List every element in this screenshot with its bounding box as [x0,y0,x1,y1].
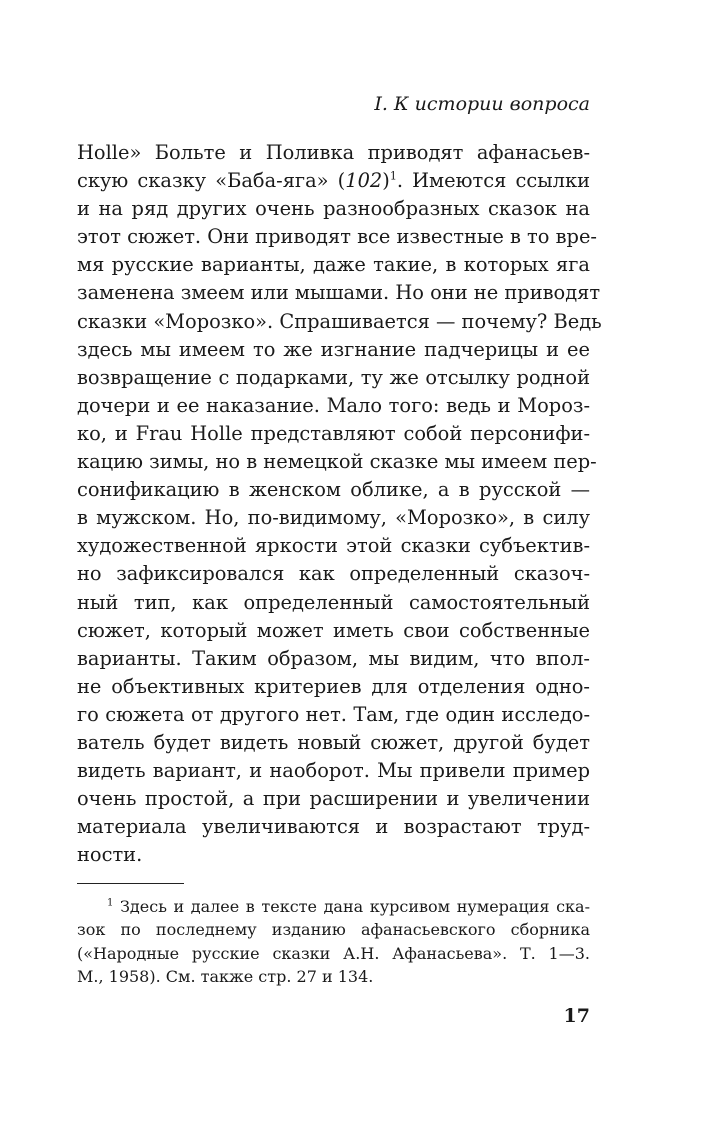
text-line: сонификацию в женском облике, а в русской — [77,478,590,502]
footnote-reference[interactable]: 1 [389,169,397,183]
text-line: кацию зимы, но в немецкой сказке мы имеем пер- [77,450,597,474]
text-line: но зафиксировался как определенный сказоч- [77,562,590,586]
text-fragment: . Имеются ссылки [396,169,590,193]
text-line: ватель будет видеть новый сюжет, другой будет [77,730,590,754]
text-line: ности. [77,843,143,867]
text-fragment: ) [382,169,390,193]
page-number: 17 [563,1005,590,1027]
footnote-line [77,895,590,918]
footnote-divider [77,883,184,884]
text-line: видеть вариант, и наоборот. Мы привели пример [77,759,590,783]
text-line: возвращение с подарками, ту же отсылку родной [77,365,590,389]
text-line: очень простой, а при расширении и увеличении [77,787,590,811]
text-line: художественной яркости этой сказки субъектив- [77,534,590,558]
text-line: ко, и Frau Holle представляют собой персонифи- [77,421,590,445]
footnote-text: Здесь и далее в тексте дана курсивом нумерация ска- [113,897,590,916]
main-text-block [77,139,602,869]
text-line: сказки «Морозко». Спрашивается — почему? Ведь [77,309,602,333]
text-line: и на ряд других очень разнообразных сказок на [77,197,590,221]
text-line: сюжет, который может иметь свои собственные [77,618,590,642]
footnote [77,895,590,988]
text-fragment: скую сказку «Баба-яга» ( [77,169,346,193]
running-head: I. К истории вопроса [374,93,590,115]
text-line: заменена змеем или мышами. Но они не приводят [77,281,601,305]
text-line [77,167,590,195]
footnote-line: («Народные русские сказки А.Н. Афанасьева». Т. 1—3. [77,943,590,963]
text-line: в мужском. Но, по-видимому, «Морозко», в силу [77,506,590,530]
text-line: этот сюжет. Они приводят все известные в то вре- [77,225,597,249]
text-line: ный тип, как определенный самостоятельный [77,590,590,614]
footnote-marker: 1 [107,897,114,909]
text-line: дочери и ее наказание. Мало того: ведь и Морoз- [77,393,590,417]
text-line: мя русские варианты, даже такие, в которых яга [77,253,590,277]
text-line: материала увеличиваются и возрастают труд- [77,815,590,839]
text-line: варианты. Таким образом, мы видим, что впол- [77,646,590,670]
footnote-line: М., 1958). См. также стр. 27 и 134. [77,966,374,986]
text-line: го сюжета от другого нет. Там, где один исследо- [77,702,590,726]
text-line: здесь мы имеем то же изгнание падчерицы и ее [77,337,590,361]
footnote-line: зок по последнему изданию афанасьевского сборника [77,920,590,940]
text-line: не объективных критериев для отделения одно- [77,674,590,698]
tale-number-italic: 102 [345,169,383,193]
text-line: Holle» Больте и Поливка приводят афанасьев- [77,141,590,164]
